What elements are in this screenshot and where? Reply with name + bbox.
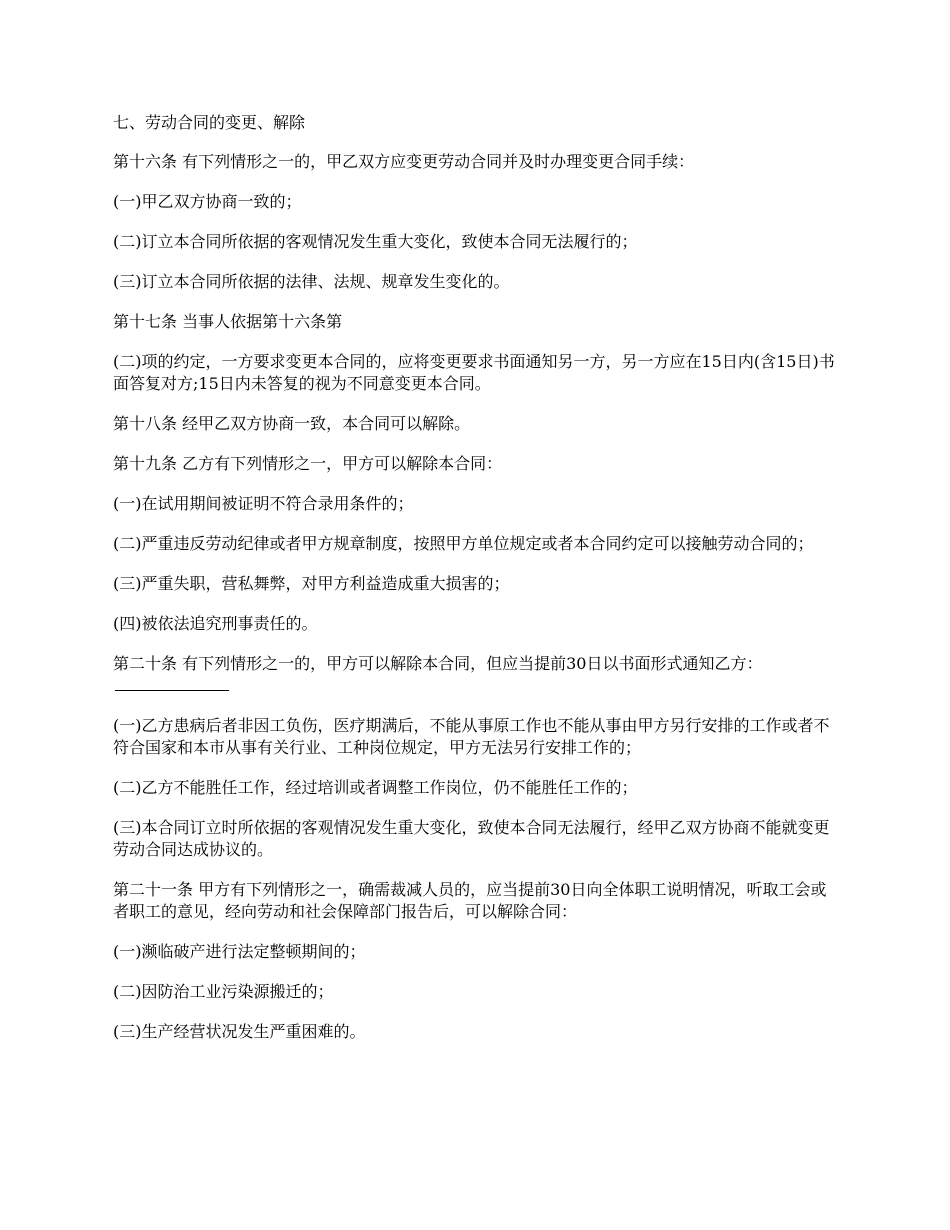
article-19-item-4: (四)被依法追究刑事责任的。: [113, 614, 318, 633]
article-20-item-1: (一)乙方患病后者非因工负伤，医疗期满后，不能从事原工作也不能从事由甲方另行安排的工作或者不符合国家和本市从事有关行业、工种岗位规定，甲方无法另行安排工作的；: [113, 716, 830, 757]
section-heading: 七、劳动合同的变更、解除: [113, 113, 306, 132]
article-21: 第二十一条 甲方有下列情形之一，确需裁减人员的，应当提前30日向全体职工说明情况，听取工会或者职工的意见，经向劳动和社会保障部门报告后，可以解除合同：: [113, 880, 827, 921]
article-16: 第十六条 有下列情形之一的，甲乙双方应变更劳动合同并及时办理变更合同手续：: [113, 152, 695, 171]
article-20-item-2: (二)乙方不能胜任工作，经过培训或者调整工作岗位，仍不能胜任工作的；: [113, 778, 638, 797]
article-21-item-3: (三)生产经营状况发生严重困难的。: [113, 1022, 366, 1041]
article-16-item-2: (二)订立本合同所依据的客观情况发生重大变化，致使本合同无法履行的；: [113, 232, 638, 251]
document-body: [113, 112, 840, 1061]
article-20-text: 第二十条 有下列情形之一的，甲方可以解除本合同，但应当提前30日以书面形式通知乙方：: [113, 654, 763, 673]
article-16-item-1: (一)甲乙双方协商一致的；: [113, 192, 302, 211]
article-19-item-3: (三)严重失职，营私舞弊，对甲方利益造成重大损害的；: [113, 574, 510, 593]
article-17-item-2: (二)项的约定，一方要求变更本合同的，应将变更要求书面通知另一方，另一方应在15日内(含15日)书面答复对方;15日内未答复的视为不同意变更本合同。: [113, 352, 835, 393]
article-20-item-3: (三)本合同订立时所依据的客观情况发生重大变化，致使本合同无法履行，经甲乙双方协商不能就变更劳动合同达成协议的。: [113, 818, 830, 859]
article-19-item-2: (二)严重违反劳动纪律或者甲方规章制度，按照甲方单位规定或者本合同约定可以接触劳动合同的；: [113, 534, 814, 553]
fill-in-blank: [115, 689, 229, 691]
article-18: 第十八条 经甲乙双方协商一致，本合同可以解除。: [113, 414, 471, 433]
article-17: 第十七条 当事人依据第十六条第: [113, 312, 343, 331]
article-19: 第十九条 乙方有下列情形之一，甲方可以解除本合同：: [113, 454, 503, 473]
article-16-item-3: (三)订立本合同所依据的法律、法规、规章发生变化的。: [113, 272, 510, 291]
article-21-item-2: (二)因防治工业污染源搬迁的；: [113, 982, 334, 1001]
article-20: [113, 653, 840, 697]
article-21-item-1: (一)濒临破产进行法定整顿期间的；: [113, 942, 366, 961]
article-19-item-1: (一)在试用期间被证明不符合录用条件的；: [113, 494, 414, 513]
